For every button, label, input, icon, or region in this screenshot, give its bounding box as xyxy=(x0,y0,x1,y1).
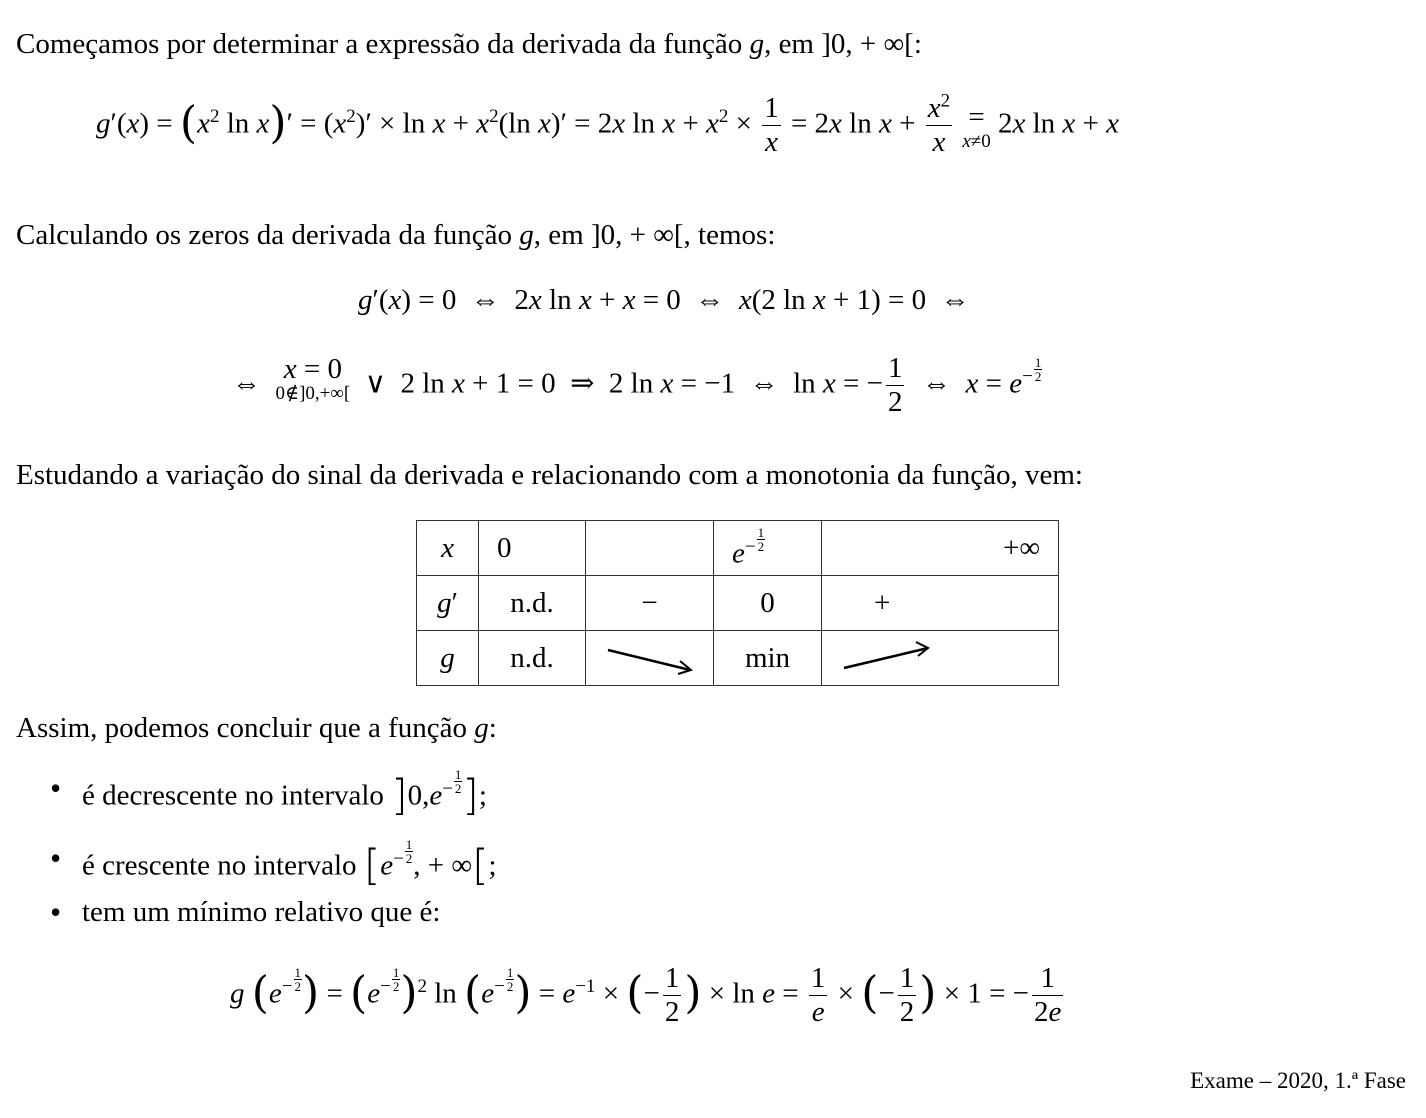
sign-table xyxy=(416,520,1059,686)
list-item: • é decrescente no intervalo ]0,e− $\frac{1}{2}$ ]; xyxy=(50,768,497,838)
table-row: x 0 e− $\frac{1}{2}$ +∞ xyxy=(417,521,1059,576)
derivative-equation: $g'(x) = (x^2$ $\ln x)' = (x^2)' \times \ln x + x^2(\ln$ x)′ = 2x $\ln x + x^2$ × $\frac{1}{x}$ = 2x ln x + $\frac{x^2}{x}$ = x≠0 2x ln x + x xyxy=(96,90,1120,159)
study-paragraph: Estudando a variação do sinal da derivada e relacionando com a monotonia da função, vem: xyxy=(16,459,1083,491)
conclusion-list xyxy=(50,768,497,930)
intro-paragraph: Começamos por determinar a expressão da derivada da função g, em ]0, + ∞[: xyxy=(16,28,922,60)
decreasing-arrow-icon xyxy=(600,638,700,678)
minimum-value-equation: g (e− $\frac{1}{2}$ ) = (e− $\frac{1}{2}$ )$^2$ ln (e− $\frac{1}{2}$ ) = $e^{-1}$ × (− $\frac{1}{2}$ ) × ln e = $\frac{1}{e}$ × (− $\frac{1}{2}$ ) × 1 = − $\frac{1}{2e}$ xyxy=(230,962,1062,1029)
list-item: • é crescente no intervalo [e− $\frac{1}{2}$ , + ∞[; xyxy=(50,838,497,894)
zeros-equation-line2: ⇔ x = 0 0∉]0,+∞[ ∨ 2 ln x + 1 = 0 ⇒ 2 ln x = −1 ⇔ ln x = − $\frac{1}{2}$ ⇔ x = e− $\frac{1}{2}$ xyxy=(232,352,1042,419)
list-item: • tem um mínimo relativo que é: xyxy=(50,894,497,930)
zeros-paragraph: Calculando os zeros da derivada da função g, em ]0, + ∞[, temos: xyxy=(16,219,776,251)
increasing-arrow-icon xyxy=(840,638,940,678)
conclusion-paragraph: Assim, podemos concluir que a função g: xyxy=(16,712,497,744)
table-row: g′ n.d. − 0 + xyxy=(417,576,1059,631)
footer-source: Exame – 2020, 1.ª Fase xyxy=(1190,1068,1406,1093)
zeros-equation-line1: g′(x) = 0 ⇔ 2x ln x + x = 0 ⇔ x(2 ln x + 1) = 0 ⇔ xyxy=(358,284,970,316)
table-row: g n.d. min xyxy=(417,631,1059,686)
